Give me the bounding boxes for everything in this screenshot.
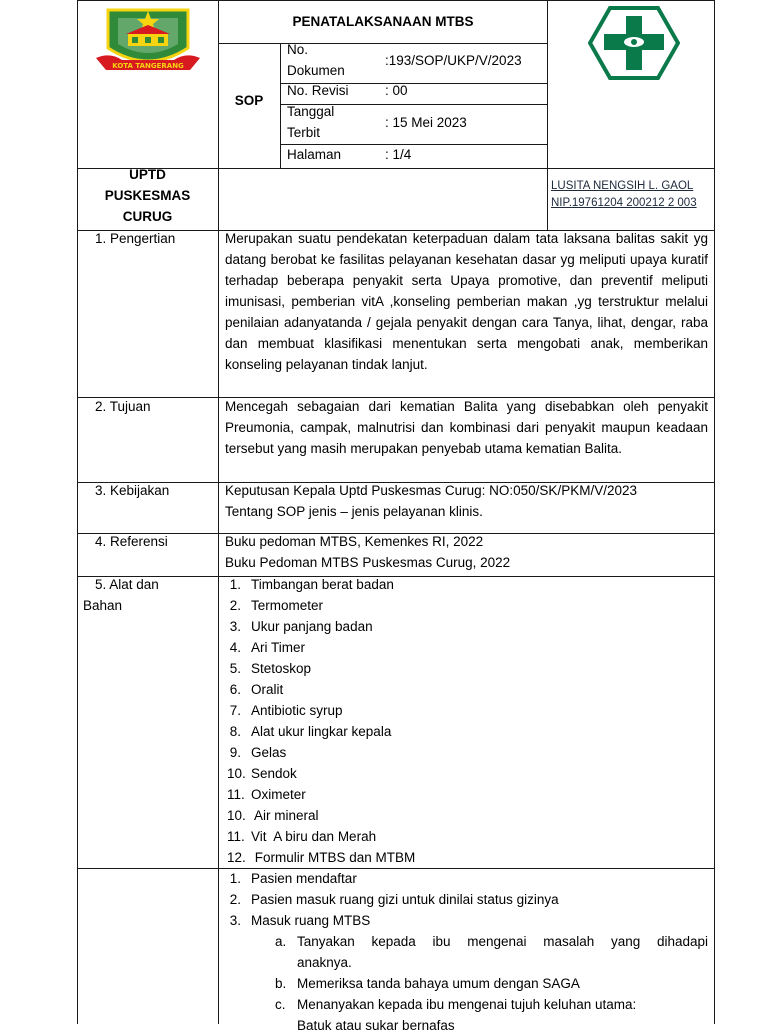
list-number: 12. [227,850,246,865]
list-text: Ukur panjang badan [251,619,373,634]
list-text: Alat ukur lingkar kepala [251,724,392,739]
list-text: Vit A biru dan Merah [251,829,377,844]
section-label-alat: 5. Alat dan [95,577,159,592]
list-text: Stetoskop [251,661,312,676]
section-text-tujuan: Mencegah sebagaian dari kematian Balita yang disebabkan oleh penyakit Preumonia, campak, malnutrisi dan kombinasi dari penyakit maupun keadaan tersebut yang masih merupakan penyebab utama kematian Balita. [225,399,708,456]
section-label-referensi: 4. Referensi [95,534,168,549]
field-label-terbit: Terbit [287,125,321,140]
sub-text: Memeriksa tanda bahaya umum dengan SAGA [297,976,580,991]
list-item [225,805,705,826]
list-text: Gelas [251,745,287,760]
field-label-no-revisi: No. Revisi [287,83,349,98]
list-item [225,742,705,763]
list-text: Oximeter [251,787,306,802]
list-text: Sendok [251,766,297,781]
list-number: 10. [227,766,246,781]
list-number: 6. [229,682,241,697]
section-text-pengertian: Merupakan suatu pendekatan keterpaduan dalam tata laksana balitas sakit yg datang berobat ke fasilitas pelayanan kesehatan dasar yg meliputi upaya kuratif terhadap beberapa penyakit serta Upaya promotive, dan preventif meliputi imunisasi, pemberian vitA ,konseling pemberian makan ,yg terstruktur melalui penilaian adanyatanda / gejala penyakit dengan cara Tanya, lihat, dengar, raba dan membuat klasifikasi menentukan serta mengobati anak, memberikan konseling pelayanan tindak lanjut. [225,231,708,372]
sub-number: c. [275,997,286,1012]
field-label-no-dokumen: No. [287,42,309,57]
field-value-no-dokumen: :193/SOP/UKP/V/2023 [385,53,522,68]
field-label-tanggal: Tanggal [287,104,335,119]
field-value-halaman: : 1/4 [385,147,412,162]
list-item [225,679,705,700]
list-number: 3. [229,619,241,634]
list-text: Ari Timer [251,640,305,655]
list-text: Termometer [251,598,324,613]
field-label-no-dokumen-2: Dokumen [287,63,345,78]
list-item [225,700,705,721]
sub-number: b. [275,976,287,991]
list-number: 5. [229,661,241,676]
list-number: 11. [227,829,245,844]
section-label-tujuan: 2. Tujuan [95,399,151,414]
unit-name-line2: PUSKESMAS [104,188,191,203]
langkah-list [225,868,705,931]
field-value-tanggal-terbit: : 15 Mei 2023 [385,115,467,130]
alat-list [225,574,705,868]
unit-name-line1: UPTD [129,167,166,182]
field-label-halaman: Halaman [287,147,342,162]
city-logo-icon [92,4,204,80]
sop-label: SOP [234,93,264,108]
list-item [225,595,705,616]
list-text: Timbangan berat badan [251,577,394,592]
section-label-bahan: Bahan [83,598,123,613]
list-number: 7. [229,703,241,718]
list-text: Air mineral [251,808,319,823]
list-number: 3. [229,913,241,928]
list-item [225,847,705,868]
list-item [225,784,705,805]
list-item [225,637,705,658]
cutoff-text: Batuk atau sukar bernafas [297,1018,455,1033]
list-item [225,826,705,847]
section-label-pengertian: 1. Pengertian [95,231,176,246]
logo-text: KOTA TANGERANG [112,62,184,70]
sub-text: Menanyakan kepada ibu mengenai tujuh keluhan utama: [297,997,637,1012]
signatory-nip: NIP.19761204 200212 2 003 [551,197,697,209]
sub-number: a. [275,934,287,949]
section-text-referensi-1: Buku pedoman MTBS, Kemenkes RI, 2022 [225,534,484,549]
list-item [225,721,705,742]
list-item [225,616,705,637]
section-text-referensi-2: Buku Pedoman MTBS Puskesmas Curug, 2022 [225,555,511,570]
list-text: Pasien mendaftar [251,871,357,886]
list-number: 10. [227,808,246,823]
signatory-name: LUSITA NENGSIH L. GAOL [551,180,694,192]
list-number: 1. [229,871,241,886]
sub-text: Tanyakan kepada ibu mengenai masalah yang dihadapi [297,934,708,949]
list-text: Pasien masuk ruang gizi untuk dinilai status gizinya [251,892,559,907]
list-item [225,763,705,784]
list-item [225,910,705,931]
list-number: 8. [229,724,241,739]
field-value-no-revisi: : 00 [385,83,408,98]
unit-name-line3: CURUG [122,209,173,224]
list-number: 1. [229,577,241,592]
list-item [225,574,705,595]
section-label-kebijakan: 3. Kebijakan [95,483,170,498]
list-text: Oralit [251,682,284,697]
list-item [225,868,705,889]
list-number: 4. [229,640,241,655]
list-text: Masuk ruang MTBS [251,913,371,928]
list-number: 2. [229,892,241,907]
cross-logo-icon [588,6,680,80]
list-number: 2. [229,598,241,613]
list-text: Formulir MTBS dan MTBM [251,850,416,865]
list-number: 11. [227,787,245,802]
list-text: Antibiotic syrup [251,703,343,718]
section-text-kebijakan-1: Keputusan Kepala Uptd Puskesmas Curug: NO:050/SK/PKM/V/2023 [225,483,637,498]
list-item [225,889,705,910]
list-number: 9. [229,745,241,760]
list-item [225,658,705,679]
section-text-kebijakan-2: Tentang SOP jenis – jenis pelayanan klinis. [225,504,483,519]
sub-text-continued: anaknya. [297,955,352,970]
document-title: PENATALAKSANAAN MTBS [292,14,474,29]
